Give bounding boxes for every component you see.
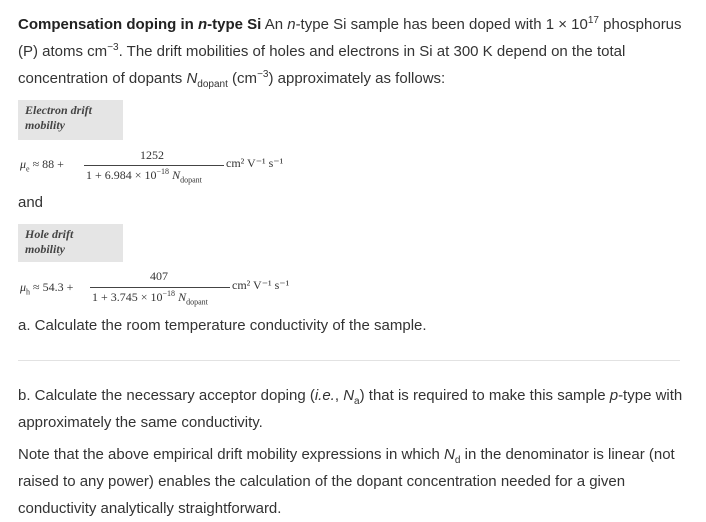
question-b: b. Calculate the necessary acceptor doping (i.e., $N_a$) that is required to make this sample p-type with approximately the same conductivity. [18, 387, 683, 431]
electron-denominator: $1 + 6.984 \times 10^{-18}$ $N_{dopant}$ [86, 167, 202, 185]
intro-paragraph: Compensation doping in n-type Si An n-type Si sample has been doped with $1 \times 10^{17}$ phosphorus (P) atoms $cm^{-3}$. The drift mobilities of holes and electrons in Si at 300 K depend on the total concentration of dopants $N_{dopant}$ $(cm^{-3})$ approximately as follows: [18, 15, 682, 90]
electron-unit: cm² V⁻¹ s⁻¹ [226, 156, 284, 170]
hole-denominator: $1 + 3.745 \times 10^{-18}$ $N_{dopant}$ [92, 289, 208, 307]
electron-fraction-bar [84, 165, 224, 166]
hole-lhs: $\mu_h \approx 54.3$ + [20, 280, 74, 297]
hole-numerator: 407 [150, 269, 168, 283]
electron-numerator: 1252 [140, 148, 164, 162]
electron-lhs: $\mu_e \approx 88$ + [20, 157, 64, 174]
note-paragraph: Note that the above empirical drift mobility expressions in which $N_d$ in the denominator is linear (not raised to any power) enables the calculation of the dopant concentration needed for a given conductivity analytically straightforward. [18, 446, 675, 517]
hole-mobility-label: Hole drift mobility [18, 224, 123, 262]
question-a: a. Calculate the room temperature conductivity of the sample. [18, 317, 427, 334]
hole-unit: cm² V⁻¹ s⁻¹ [232, 278, 290, 292]
electron-mobility-label: Electron drift mobility [18, 100, 123, 140]
problem-title: Compensation doping in n-type Si [18, 16, 262, 33]
section-divider [18, 360, 680, 361]
hole-fraction-bar [90, 287, 230, 288]
and-text: and [18, 194, 44, 211]
